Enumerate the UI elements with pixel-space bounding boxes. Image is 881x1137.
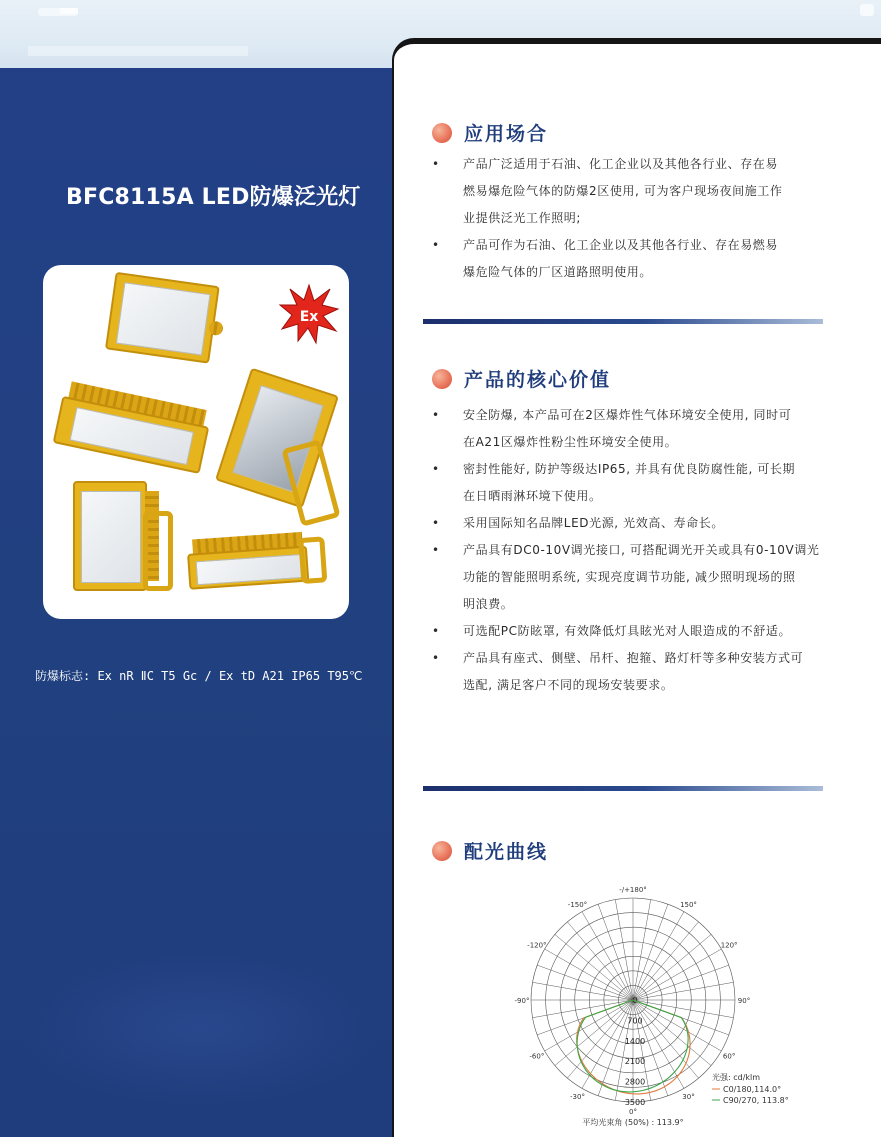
- item-line: 安全防爆, 本产品可在2区爆炸性气体环境安全使用, 同时可: [463, 408, 792, 422]
- item-line: 在日晒雨淋环境下使用。: [463, 489, 602, 503]
- ex-marking-text: 防爆标志: Ex nR ⅡC T5 Gc / Ex tD A21 IP65 T95℃: [35, 669, 363, 683]
- list-item: [432, 618, 842, 645]
- list-item: [432, 456, 842, 510]
- polar-radial-tick-label: 2100: [624, 1057, 646, 1067]
- bullet-icon: •: [432, 624, 440, 638]
- polar-angle-label: 60°: [722, 1052, 736, 1061]
- polar-radial-tick-label: 2800: [624, 1077, 646, 1087]
- polar-radial-tick-label: 700: [627, 1016, 643, 1026]
- item-line: 产品具有DC0-10V调光接口, 可搭配调光开关或具有0-10V调光: [463, 543, 820, 557]
- polar-footer: 平均光束角 (50%) : 113.9°: [582, 1118, 684, 1127]
- application-list: [432, 151, 842, 286]
- polar-angle-label: 0°: [629, 1108, 637, 1116]
- polar-angle-label: 90°: [737, 997, 751, 1005]
- section-divider: [423, 319, 823, 324]
- section-bullet-dot-icon: [432, 369, 452, 389]
- item-line: 产品具有座式、侧壁、吊杆、抱箍、路灯杆等多种安装方式可: [463, 651, 804, 665]
- polar-angle-label: -/+180°: [619, 886, 647, 894]
- list-item: [432, 537, 842, 618]
- core-value-list: [432, 402, 842, 699]
- section-divider: [423, 786, 823, 791]
- ex-explosion-icon: [278, 283, 340, 345]
- polar-angle-label: 120°: [720, 941, 738, 950]
- lamp-image-5: [186, 530, 330, 600]
- polar-radial-tick-label: 3500: [624, 1098, 646, 1107]
- section-core-value-header: [432, 365, 611, 392]
- lamp-image-2: [51, 380, 212, 480]
- item-line: 可选配PC防眩罩, 有效降低灯具眩光对人眼造成的不舒适。: [463, 624, 792, 638]
- light-distribution-chart: [500, 880, 830, 1130]
- list-item: [432, 402, 842, 456]
- bullet-icon: •: [432, 238, 440, 252]
- polar-radial-tick-label: 1400: [624, 1036, 646, 1046]
- item-line: 产品可作为石油、化工企业以及其他各行业、存在易燃易: [463, 238, 779, 252]
- section-title: 应用场合: [464, 123, 549, 145]
- bullet-icon: •: [432, 516, 440, 530]
- bullet-icon: •: [432, 157, 440, 171]
- item-line: 明浪费。: [463, 597, 514, 611]
- lamp-image-3: [221, 373, 341, 523]
- list-item: [432, 232, 842, 286]
- header-ghost-mark: [60, 8, 78, 14]
- lamp-image-1: [103, 272, 224, 376]
- section-bullet-dot-icon: [432, 123, 452, 143]
- item-line: 功能的智能照明系统, 实现亮度调节功能, 减少照明现场的照: [463, 570, 796, 584]
- polar-angle-label: -60°: [529, 1052, 545, 1061]
- header-ghost-mark: [28, 46, 248, 56]
- list-item: [432, 510, 842, 537]
- section-application-header: [432, 119, 548, 146]
- polar-angle-label: 30°: [682, 1093, 695, 1102]
- bullet-icon: •: [432, 651, 440, 665]
- item-line: 产品广泛适用于石油、化工企业以及其他各行业、存在易: [463, 157, 779, 171]
- bullet-icon: •: [432, 462, 440, 476]
- polar-radial-tick-label: 0: [632, 996, 638, 1005]
- lamp-image-4: [73, 481, 173, 599]
- header-ghost-mark: [860, 4, 874, 16]
- item-line: 采用国际知名品牌LED光源, 光效高、寿命长。: [463, 516, 724, 530]
- bullet-icon: •: [432, 543, 440, 557]
- polar-legend-label: C0/180,114.0°: [723, 1085, 782, 1094]
- product-title: BFC8115A LED防爆泛光灯: [66, 185, 361, 210]
- polar-angle-label: -30°: [570, 1093, 585, 1102]
- item-line: 在A21区爆炸性粉尘性环境安全使用。: [463, 435, 678, 449]
- section-bullet-dot-icon: [432, 841, 452, 861]
- polar-angle-label: -120°: [527, 941, 547, 950]
- list-item: [432, 645, 842, 699]
- polar-angle-label: -150°: [567, 900, 588, 909]
- item-line: 燃易爆危险气体的防爆2区使用, 可为客户现场夜间施工作: [463, 184, 783, 198]
- item-line: 爆危险气体的厂区道路照明使用。: [463, 265, 653, 279]
- panel-glow: [20, 948, 380, 1108]
- section-light-curve-header: [432, 837, 548, 864]
- polar-legend-title: 光强: cd/klm: [712, 1073, 761, 1082]
- polar-angle-label: -90°: [514, 997, 530, 1005]
- polar-angle-label: 150°: [680, 900, 697, 909]
- item-line: 密封性能好, 防护等级达IP65, 并具有优良防腐性能, 可长期: [463, 462, 796, 476]
- section-title: 配光曲线: [464, 841, 549, 863]
- polar-legend-label: C90/270, 113.8°: [723, 1096, 789, 1105]
- bullet-icon: •: [432, 408, 440, 422]
- ex-badge-text: Ex: [299, 309, 319, 325]
- item-line: 业提供泛光工作照明;: [463, 211, 582, 225]
- list-item: [432, 151, 842, 232]
- item-line: 选配, 满足客户不同的现场安装要求。: [463, 678, 674, 692]
- section-title: 产品的核心价值: [464, 369, 612, 391]
